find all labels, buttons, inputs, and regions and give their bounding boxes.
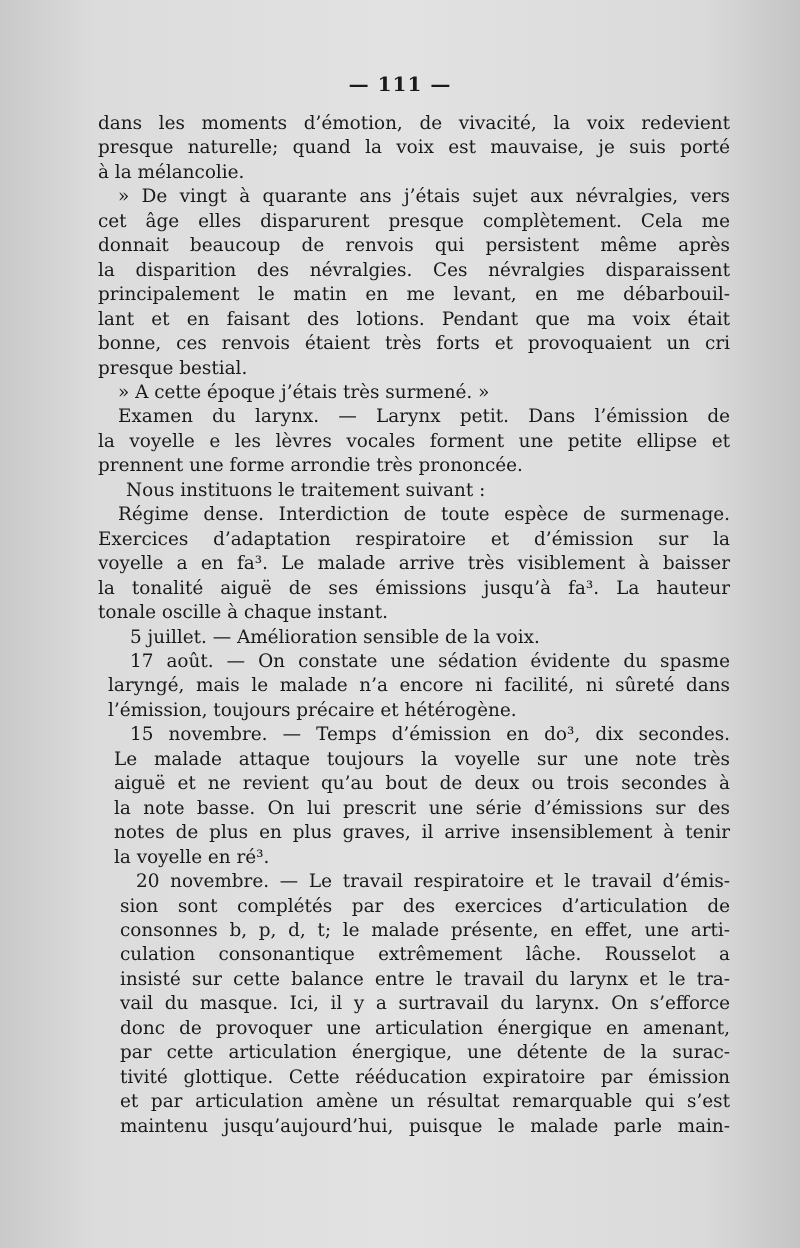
text-line: prennent une forme arrondie très prononcée. (98, 455, 523, 477)
text-line: dans les moments d’émotion, de vivacité, la voix redevient (98, 113, 730, 134)
text-line: cet âge elles disparurent presque complètement. Cela me (98, 210, 730, 232)
text-line: tivité glottique. Cette rééducation expiratoire par émission (120, 1066, 730, 1088)
text-line: lant et en faisant des lotions. Pendant que ma voix était (98, 308, 730, 330)
text-line: la note basse. On lui prescrit une série d’émissions sur des (114, 797, 730, 819)
text-line: Le malade attaque toujours la voyelle sur une note très (114, 748, 730, 770)
text-line: aiguë et ne revient qu’au bout de deux ou trois secondes à (114, 773, 730, 795)
text-line: Nous instituons le traitement suivant : (126, 479, 486, 501)
text-line: tonale oscille à chaque instant. (98, 602, 388, 624)
text-line: l’émission, toujours précaire et hétérogène. (108, 699, 517, 721)
body-text (98, 112, 730, 1139)
text-line: la disparition des névralgies. Ces névralgies disparaissent (98, 259, 730, 281)
text-line: Régime dense. Interdiction de toute espèce de surmenage. (118, 504, 730, 526)
text-line: la voyelle e les lèvres vocales forment une petite ellipse et (98, 430, 730, 452)
text-line: notes de plus en plus graves, il arrive insensiblement à tenir (114, 822, 730, 844)
text-line: presque bestial. (98, 357, 248, 379)
text-line: à la mélancolie. (98, 161, 245, 183)
text-line: presque naturelle; quand la voix est mauvaise, je suis porté (98, 137, 730, 159)
text-line: 5 juillet. — Amélioration sensible de la voix. (130, 626, 540, 648)
text-line: » A cette époque j’étais très surmené. » (118, 381, 490, 403)
text-line: Examen du larynx. — Larynx petit. Dans l’émission de (118, 406, 730, 428)
text-line: insisté sur cette balance entre le travail du larynx et le tra- (120, 968, 730, 990)
text-line: la voyelle en ré³. (114, 846, 270, 868)
text-line: 15 novembre. — Temps d’émission en do³, dix secondes. (130, 724, 730, 746)
text-line: sion sont complétés par des exercices d’articulation de (120, 895, 730, 917)
text-line: donnait beaucoup de renvois qui persistent même après (98, 235, 730, 257)
text-line: 17 août. — On constate une sédation évidente du spasme (130, 650, 730, 672)
text-line: » De vingt à quarante ans j’étais sujet aux névralgies, vers (118, 186, 730, 208)
text-line: donc de provoquer une articulation énergique en amenant, (120, 1017, 730, 1039)
text-line: et par articulation amène un résultat remarquable qui s’est (120, 1091, 730, 1113)
page-number: — 111 — (348, 72, 452, 96)
text-line: par cette articulation énergique, une détente de la surac- (120, 1042, 730, 1064)
text-line: bonne, ces renvois étaient très forts et provoquaient un cri (98, 333, 730, 355)
text-line: Exercices d’adaptation respiratoire et d’émission sur la (98, 528, 730, 550)
text-line: laryngé, mais le malade n’a encore ni facilité, ni sûreté dans (108, 675, 730, 697)
text-line: consonnes b, p, d, t; le malade présente, en effet, une arti- (120, 919, 730, 941)
text-line: vail du masque. Ici, il y a surtravail du larynx. On s’efforce (120, 993, 730, 1015)
text-line: la tonalité aiguë de ses émissions jusqu’à fa³. La hauteur (98, 577, 730, 599)
text-line: voyelle a en fa³. Le malade arrive très visiblement à baisser (98, 553, 730, 575)
text-line: principalement le matin en me levant, en me débarbouil- (98, 284, 730, 306)
text-line: culation consonantique extrêmement lâche. Rousselot a (120, 944, 730, 966)
text-line: maintenu jusqu’aujourd’hui, puisque le malade parle main- (120, 1115, 730, 1137)
text-line: 20 novembre. — Le travail respiratoire et le travail d’émis- (136, 871, 730, 893)
